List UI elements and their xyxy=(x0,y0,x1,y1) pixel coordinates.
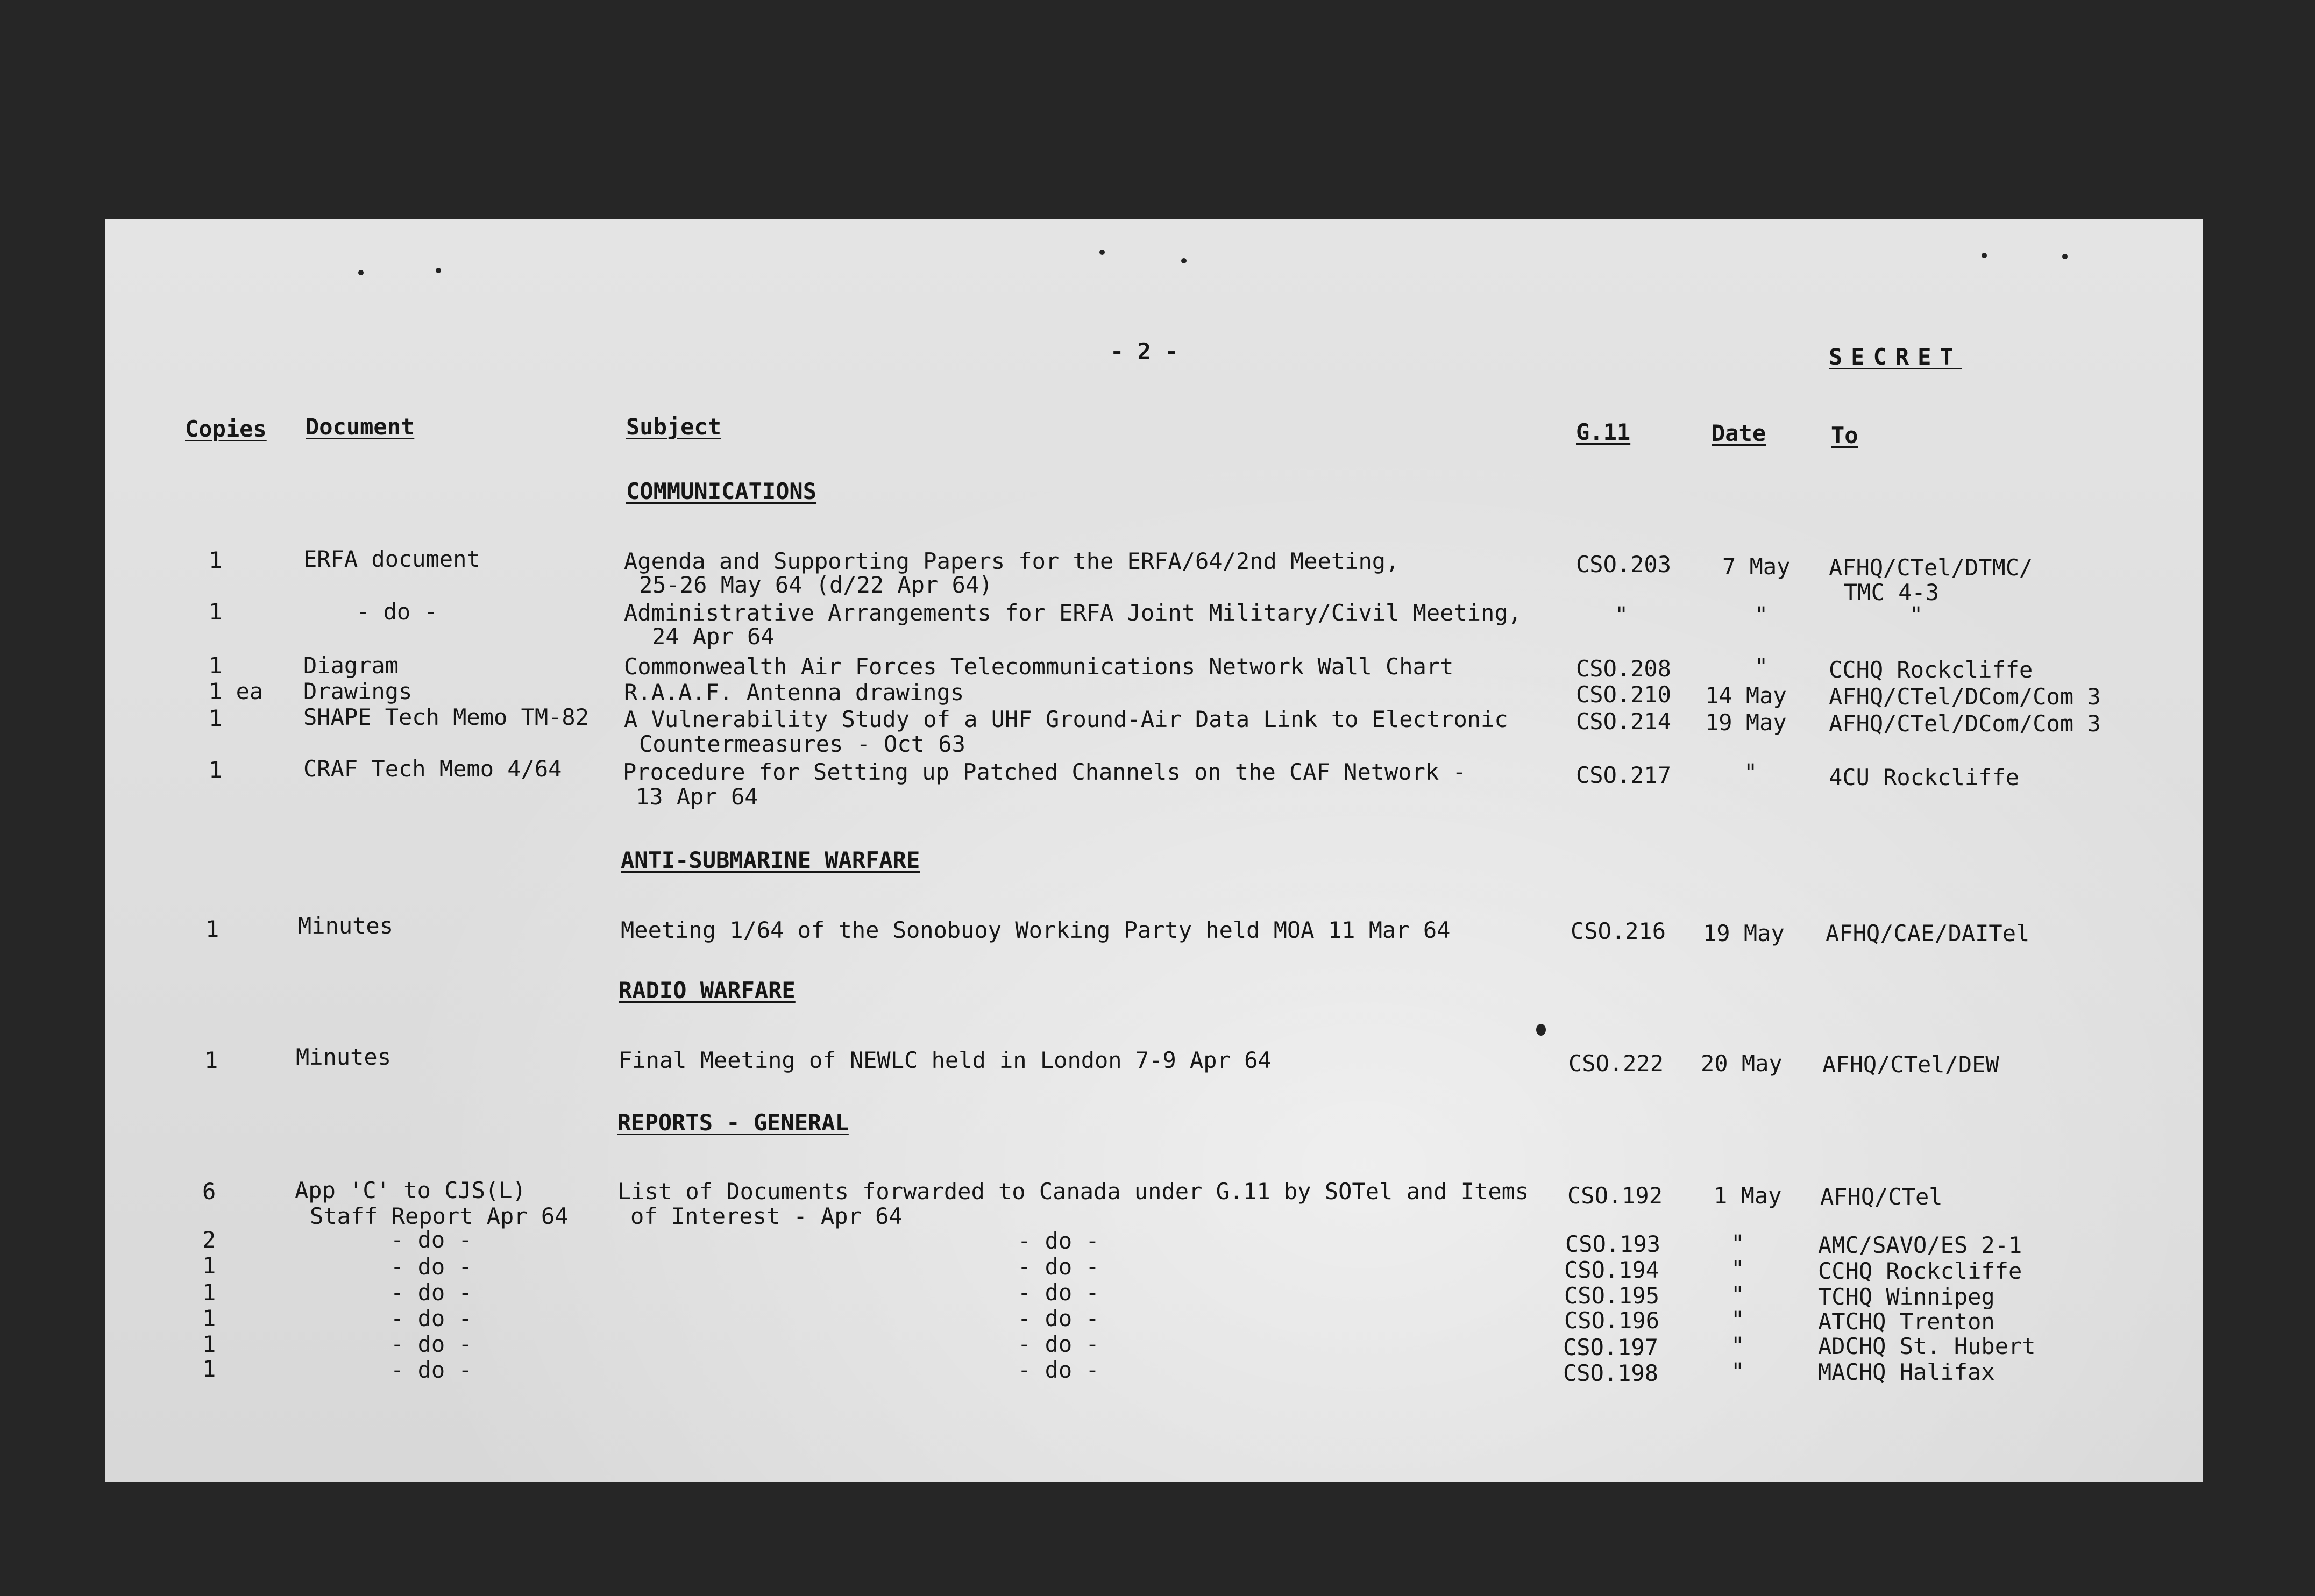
subject-line: Countermeasures - Oct 63 xyxy=(639,731,965,757)
date-cell: 20 May xyxy=(1701,1050,1783,1077)
date-cell: " xyxy=(1755,653,1769,680)
section-title: RADIO WARFARE xyxy=(619,977,796,1003)
g11-cell: CSO.216 xyxy=(1571,918,1666,944)
copies-cell: 6 xyxy=(202,1178,216,1205)
g11-cell: CSO.197 xyxy=(1563,1334,1659,1360)
subject-line: 25-26 May 64 (d/22 Apr 64) xyxy=(639,572,993,598)
to-line: ATCHQ Trenton xyxy=(1818,1308,1995,1335)
to-line: TCHQ Winnipeg xyxy=(1818,1284,1995,1310)
document-cell: - do - xyxy=(390,1227,472,1253)
to-line: MACHQ Halifax xyxy=(1818,1359,1995,1385)
g11-cell: CSO.222 xyxy=(1568,1050,1664,1077)
document-cell: App 'C' to CJS(L) xyxy=(295,1177,526,1203)
date-cell: " xyxy=(1755,602,1769,628)
to-line: AFHQ/CTel/DCom/Com 3 xyxy=(1829,710,2101,737)
document-cell: - do - xyxy=(390,1331,472,1357)
subject-line: Procedure for Setting up Patched Channels on the CAF Network - xyxy=(623,759,1466,785)
copies-cell: 1 xyxy=(202,1331,216,1357)
document-cell: SHAPE Tech Memo TM-82 xyxy=(303,704,590,730)
document-cell: - do - xyxy=(390,1357,472,1383)
subject-line: A Vulnerability Study of a UHF Ground-Air Data Link to Electronic xyxy=(624,706,1508,732)
to-line: AFHQ/CTel xyxy=(1820,1184,1943,1210)
copies-cell: 1 xyxy=(205,916,219,942)
subject-line: 24 Apr 64 xyxy=(652,623,775,650)
subject-line: of Interest - Apr 64 xyxy=(630,1203,903,1229)
document-cell: Diagram xyxy=(303,652,399,679)
header-subject: Subject xyxy=(626,414,722,440)
copies-cell: 1 xyxy=(202,1279,216,1306)
punch-dot xyxy=(1982,253,1987,258)
header-date: Date xyxy=(1712,420,1766,446)
subject-line: Meeting 1/64 of the Sonobuoy Working Party held MOA 11 Mar 64 xyxy=(621,917,1451,943)
subject-line: - do - xyxy=(1018,1357,1099,1383)
header-copies: Copies xyxy=(185,416,267,442)
section-title: COMMUNICATIONS xyxy=(626,478,817,504)
document-cell: Drawings xyxy=(303,678,413,704)
copies-cell: 1 xyxy=(209,757,223,783)
subject-line: Administrative Arrangements for ERFA Joint Military/Civil Meeting, xyxy=(624,600,1522,626)
date-cell: 14 May xyxy=(1705,682,1787,709)
subject-line: - do - xyxy=(1018,1253,1099,1280)
to-line: AFHQ/CTel/DTMC/ xyxy=(1829,554,2033,581)
copies-cell: 1 ea xyxy=(209,678,264,704)
date-cell: " xyxy=(1731,1256,1745,1282)
date-cell: " xyxy=(1731,1230,1745,1256)
copies-cell: 1 xyxy=(209,598,223,625)
subject-line: List of Documents forwarded to Canada under G.11 by SOTel and Items xyxy=(617,1178,1529,1205)
copies-cell: 1 xyxy=(202,1305,216,1331)
to-line: ADCHQ St. Hubert xyxy=(1818,1333,2036,1359)
date-cell: 1 May xyxy=(1714,1182,1782,1209)
g11-cell: " xyxy=(1615,602,1629,628)
header-to: To xyxy=(1831,422,1858,448)
copies-cell: 1 xyxy=(209,705,223,731)
copies-cell: 1 xyxy=(202,1252,216,1279)
header-g11: G.11 xyxy=(1576,419,1631,445)
header-document: Document xyxy=(306,414,415,440)
subject-line: - do - xyxy=(1018,1331,1099,1357)
section-title: REPORTS - GENERAL xyxy=(617,1109,849,1136)
subject-line: R.A.A.F. Antenna drawings xyxy=(624,679,964,706)
punch-dot xyxy=(436,268,441,273)
g11-cell: CSO.203 xyxy=(1576,551,1672,578)
g11-cell: CSO.196 xyxy=(1564,1307,1660,1334)
subject-line: 13 Apr 64 xyxy=(636,783,758,810)
punch-dot xyxy=(358,270,364,275)
g11-cell: CSO.217 xyxy=(1576,762,1672,788)
to-line: AMC/SAVO/ES 2-1 xyxy=(1818,1232,2022,1258)
subject-line: - do - xyxy=(1018,1279,1099,1306)
document-cell: - do - xyxy=(390,1253,472,1280)
to-line: " xyxy=(1909,602,1923,628)
date-cell: " xyxy=(1731,1306,1745,1333)
date-cell: 19 May xyxy=(1705,709,1787,736)
copies-cell: 1 xyxy=(204,1047,218,1073)
copies-cell: 1 xyxy=(209,547,223,573)
subject-line: - do - xyxy=(1018,1228,1099,1254)
document-cell: Minutes xyxy=(298,913,394,939)
g11-cell: CSO.198 xyxy=(1563,1360,1659,1386)
g11-cell: CSO.208 xyxy=(1576,656,1672,682)
document-cell: - do - xyxy=(390,1305,472,1331)
copies-cell: 1 xyxy=(209,652,223,679)
subject-line: Agenda and Supporting Papers for the ERFA/64/2nd Meeting, xyxy=(624,548,1400,574)
to-line: AFHQ/CAE/DAITel xyxy=(1826,920,2030,946)
g11-cell: CSO.195 xyxy=(1564,1282,1660,1309)
copies-cell: 1 xyxy=(202,1356,216,1382)
section-title: ANTI-SUBMARINE WARFARE xyxy=(621,847,920,873)
document-page xyxy=(105,219,2203,1482)
subject-line: Final Meeting of NEWLC held in London 7-9 Apr 64 xyxy=(619,1047,1272,1073)
document-cell: Minutes xyxy=(296,1044,392,1070)
ink-blot xyxy=(1536,1024,1546,1036)
to-line: TMC 4-3 xyxy=(1844,579,1940,605)
document-cell: ERFA document xyxy=(303,546,480,572)
punch-dot xyxy=(2062,254,2068,259)
subject-line: - do - xyxy=(1018,1305,1099,1331)
to-line: CCHQ Rockcliffe xyxy=(1818,1258,2022,1284)
date-cell: " xyxy=(1731,1358,1745,1384)
to-line: 4CU Rockcliffe xyxy=(1829,764,2020,790)
document-cell: CRAF Tech Memo 4/64 xyxy=(303,756,562,782)
punch-dot xyxy=(1181,258,1187,263)
document-cell: - do - xyxy=(356,598,438,625)
date-cell: 19 May xyxy=(1703,920,1785,946)
g11-cell: CSO.214 xyxy=(1576,708,1672,735)
g11-cell: CSO.192 xyxy=(1567,1182,1663,1209)
to-line: AFHQ/CTel/DEW xyxy=(1822,1051,1999,1078)
copies-cell: 2 xyxy=(202,1227,216,1253)
g11-cell: CSO.210 xyxy=(1576,681,1672,708)
page-number: - 2 - xyxy=(1110,338,1178,365)
document-cell: - do - xyxy=(390,1279,472,1306)
document-cell: Staff Report Apr 64 xyxy=(310,1203,569,1229)
to-line: CCHQ Rockcliffe xyxy=(1829,657,2033,683)
g11-cell: CSO.193 xyxy=(1565,1231,1661,1257)
classification-marking: SECRET xyxy=(1829,344,1962,370)
subject-line: Commonwealth Air Forces Telecommunications Network Wall Chart xyxy=(624,653,1454,680)
date-cell: " xyxy=(1731,1332,1745,1358)
date-cell: " xyxy=(1731,1281,1745,1308)
date-cell: 7 May xyxy=(1722,553,1791,580)
g11-cell: CSO.194 xyxy=(1564,1257,1660,1283)
punch-dot xyxy=(1099,250,1105,255)
to-line: AFHQ/CTel/DCom/Com 3 xyxy=(1829,683,2101,710)
date-cell: " xyxy=(1744,759,1758,785)
